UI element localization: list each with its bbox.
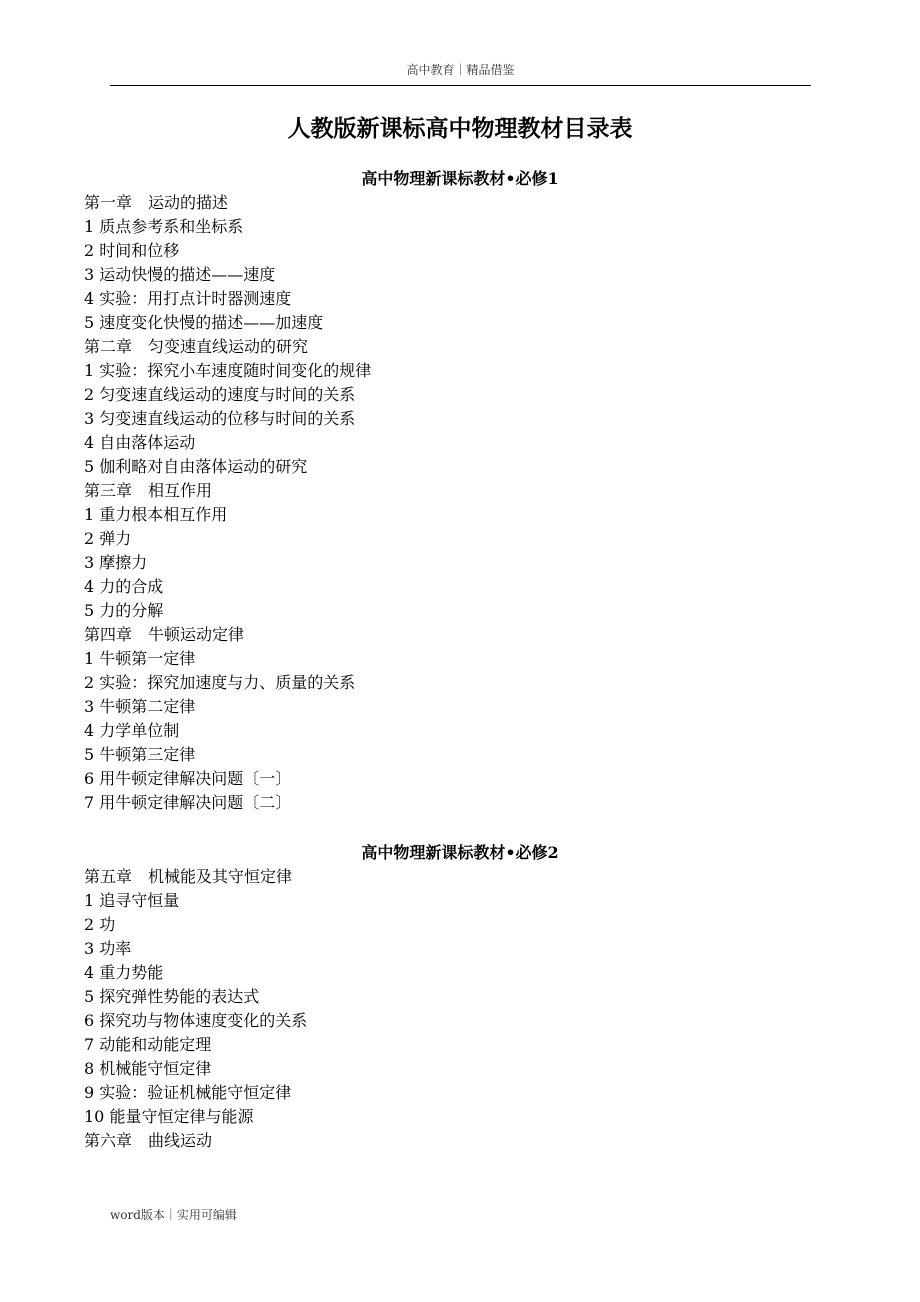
- section-item: 3 功率: [84, 939, 132, 958]
- section-item: 4 力学单位制: [84, 721, 180, 740]
- book1-title: 高中物理新课标教材•必修1: [361, 169, 559, 188]
- book2-title: 高中物理新课标教材•必修2: [361, 843, 559, 862]
- chapter-heading: 第四章 牛顿运动定律: [84, 625, 245, 644]
- section-item: 8 机械能守恒定律: [84, 1059, 212, 1078]
- section-item: 5 伽利略对自由落体运动的研究: [84, 457, 308, 476]
- section-item: 7 动能和动能定理: [84, 1035, 212, 1054]
- section-item: 1 质点参考系和坐标系: [84, 217, 244, 236]
- document-title: 人教版新课标高中物理教材目录表: [287, 115, 633, 142]
- header-divider: [110, 85, 811, 86]
- section-item: 5 力的分解: [84, 601, 164, 620]
- section-item: 2 功: [84, 915, 116, 934]
- section-item: 4 自由落体运动: [84, 433, 196, 452]
- section-item: 7 用牛顿定律解决问题〔二〕: [84, 793, 292, 812]
- section-item: 5 牛顿第三定律: [84, 745, 196, 764]
- page-footer: word版本｜实用可编辑: [110, 1208, 237, 1222]
- section-item: 9 实验：验证机械能守恒定律: [84, 1083, 292, 1102]
- section-item: 10 能量守恒定律与能源: [84, 1107, 254, 1126]
- section-item: 2 匀变速直线运动的速度与时间的关系: [84, 385, 356, 404]
- section-item: 2 时间和位移: [84, 241, 180, 260]
- section-item: 1 牛顿第一定律: [84, 649, 196, 668]
- section-item: 3 运动快慢的描述——速度: [84, 265, 276, 284]
- section-item: 5 速度变化快慢的描述——加速度: [84, 313, 324, 332]
- chapter-heading: 第六章 曲线运动: [84, 1131, 213, 1150]
- book2-contents: [84, 865, 307, 1153]
- section-item: 1 追寻守恒量: [84, 891, 180, 910]
- section-item: 3 牛顿第二定律: [84, 697, 196, 716]
- section-item: 4 实验：用打点计时器测速度: [84, 289, 292, 308]
- section-item: 2 实验：探究加速度与力、质量的关系: [84, 673, 356, 692]
- section-item: 3 匀变速直线运动的位移与时间的关系: [84, 409, 356, 428]
- section-item: 6 用牛顿定律解决问题〔一〕: [84, 769, 292, 788]
- chapter-heading: 第五章 机械能及其守恒定律: [84, 867, 293, 886]
- section-item: 5 探究弹性势能的表达式: [84, 987, 260, 1006]
- section-item: 3 摩擦力: [84, 553, 148, 572]
- section-item: 1 重力根本相互作用: [84, 505, 228, 524]
- section-item: 2 弹力: [84, 529, 132, 548]
- page-header: 高中教育｜精品借鉴: [406, 63, 515, 77]
- chapter-heading: 第二章 匀变速直线运动的研究: [84, 337, 309, 356]
- section-item: 4 重力势能: [84, 963, 164, 982]
- book1-contents: [84, 191, 371, 815]
- section-item: 6 探究功与物体速度变化的关系: [84, 1011, 308, 1030]
- section-item: 1 实验：探究小车速度随时间变化的规律: [84, 361, 372, 380]
- chapter-heading: 第三章 相互作用: [84, 481, 213, 500]
- chapter-heading: 第一章 运动的描述: [84, 193, 229, 212]
- section-item: 4 力的合成: [84, 577, 164, 596]
